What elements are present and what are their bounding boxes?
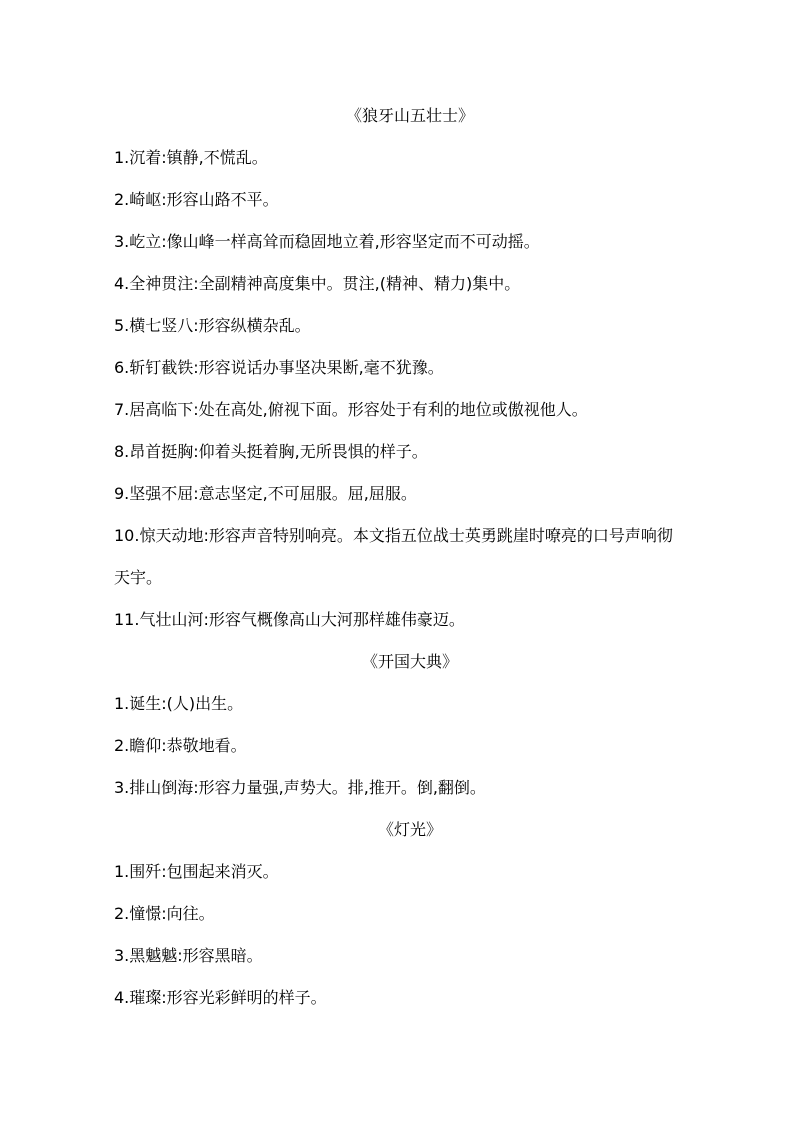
vocab-item: 10.惊天动地:形容声音特别响亮。本文指五位战士英勇跳崖时嘹亮的口号声响彻天宇。 [114,526,673,587]
vocab-item: 3.屹立:像山峰一样高耸而稳固地立着,形容坚定而不可动摇。 [114,232,540,251]
section-title: 《开国大典》 [361,652,458,671]
vocab-item: 1.沉着:镇静,不慌乱。 [114,148,268,167]
section-title: 《狼牙山五壮士》 [345,106,474,125]
vocab-item: 1.诞生:(人)出生。 [114,694,244,713]
vocab-item: 2.崎岖:形容山路不平。 [114,190,279,209]
section-title: 《灯光》 [377,820,442,839]
vocab-item: 2.瞻仰:恭敬地看。 [114,736,247,755]
vocab-item: 9.坚强不屈:意志坚定,不可屈服。屈,屈服。 [114,484,417,503]
vocab-item: 4.璀璨:形容光彩鲜明的样子。 [114,988,327,1007]
vocab-list [114,851,686,1019]
vocab-list [114,683,686,809]
vocab-item: 7.居高临下:处在高处,俯视下面。形容处于有利的地位或傲视他人。 [114,400,588,419]
document-content [114,95,686,1019]
vocab-item: 5.横七竖八:形容纵横杂乱。 [114,316,311,335]
vocab-item: 8.昂首挺胸:仰着头挺着胸,无所畏惧的样子。 [114,442,428,461]
section-dengguang [114,809,686,1019]
vocab-item: 4.全神贯注:全副精神高度集中。贯注,(精神、精力)集中。 [114,274,521,293]
vocab-item: 11.气壮山河:形容气概像高山大河那样雄伟豪迈。 [114,610,465,629]
vocab-item: 3.排山倒海:形容力量强,声势大。排,推开。倒,翻倒。 [114,778,486,797]
vocab-item: 2.憧憬:向往。 [114,904,215,923]
vocab-list [114,137,686,641]
vocab-item: 3.黑魆魆:形容黑暗。 [114,946,263,965]
section-langyashan [114,95,686,641]
vocab-item: 6.斩钉截铁:形容说话办事坚决果断,毫不犹豫。 [114,358,444,377]
section-kaiguodadian [114,641,686,809]
vocab-item: 1.围歼:包围起来消灭。 [114,862,279,881]
